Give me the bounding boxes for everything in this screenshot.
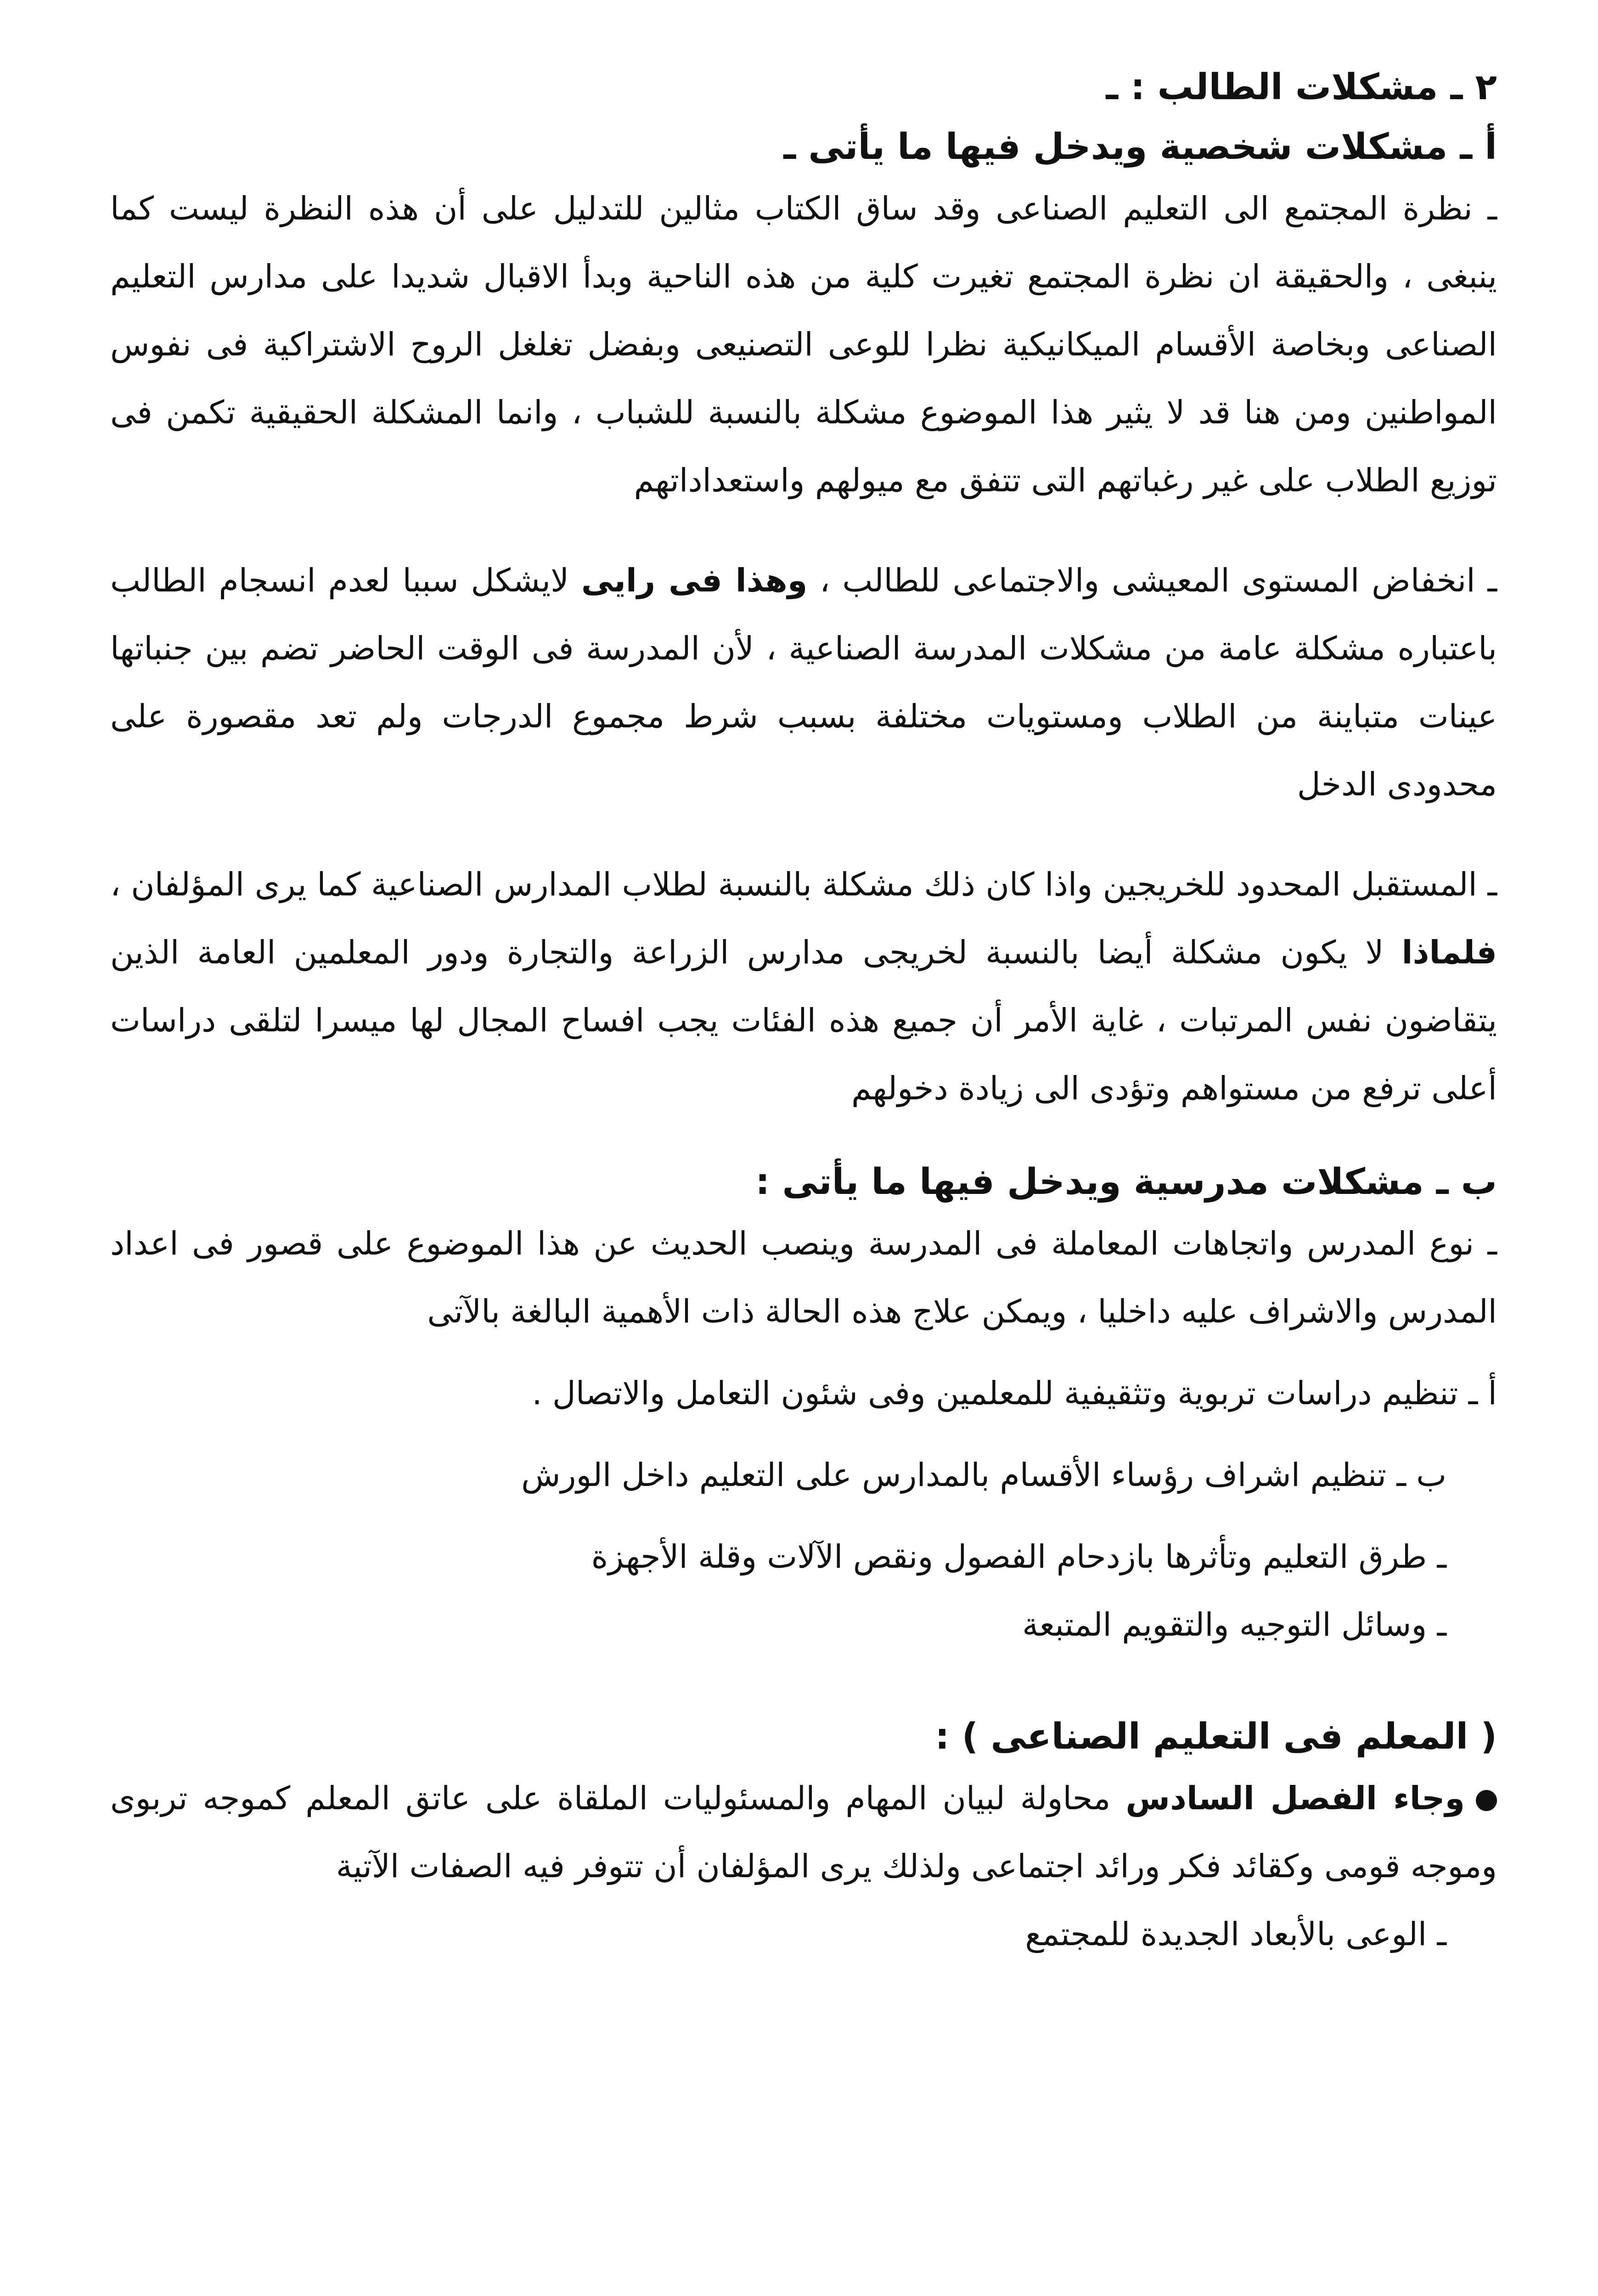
paragraph-text: لايشكل سببا لعدم انسجام الطالب باعتباره مشكلة عامة من مشكلات المدرسة الصناعية ، لأن المدرسة فى الوقت الحاضر تضم بين جنباتها عينات متباينة من الطلاب ومستويات مختلفة بسبب شرط مجموع الدرجات ولم تعد مقصورة على محدودى الدخل bbox=[110, 562, 1497, 803]
sub-item-a: أ ـ تنظيم دراسات تربوية وتثقيفية للمعلمين وفى شئون التعامل والاتصال . bbox=[532, 1374, 1497, 1412]
paragraph-chapter-six bbox=[110, 1764, 1497, 1900]
item-awareness: ـ الوعى بالأبعاد الجديدة للمجتمع bbox=[1025, 1915, 1446, 1953]
paragraph-living-standard bbox=[110, 546, 1497, 818]
paragraph-text: ـ انخفاض المستوى المعيشى والاجتماعى للطالب ، bbox=[807, 562, 1497, 599]
bullet-icon bbox=[1476, 1790, 1497, 1811]
item-teaching-methods: ـ طرق التعليم وتأثرها بازدحام الفصول ونقص الآلات وقلة الأجهزة bbox=[591, 1538, 1446, 1576]
paragraph-text: لا يكون مشكلة أيضا بالنسبة لخريجى مدارس الزراعة والتجارة ودور المعلمين العامة الذين يتقاضون نفس المرتبات ، غاية الأمر أن جميع هذه الفئات يجب افساح المجال لها ميسرا لتلقى دراسات أعلى ترفع من مستواهم وتؤدى الى زيادة دخولهم bbox=[110, 934, 1497, 1107]
paragraph-text: ـ المستقبل المحدود للخريجين واذا كان ذلك مشكلة بالنسبة لطلاب المدارس الصناعية كما يرى المؤلفان ، bbox=[110, 866, 1497, 903]
paragraph-society-view: ـ نظرة المجتمع الى التعليم الصناعى وقد ساق الكتاب مثالين للتدليل على أن هذه النظرة ليست كما ينبغى ، والحقيقة ان نظرة المجتمع تغيرت كلية من هذه الناحية وبدأ الاقبال شديدا على مدارس التعليم الصناعى وبخاصة الأقسام الميكانيكية نظرا للوعى التصنيعى وبفضل تغلغل الروح الاشتراكية فى نفوس المواطنين ومن هنا قد لا يثير هذا الموضوع مشكلة بالنسبة للشباب ، وانما المشكلة الحقيقية تكمن فى توزيع الطلاب على غير رغباتهم التى تتفق مع ميولهم واستعداداتهم bbox=[110, 190, 1497, 499]
emphasis-text: فلماذا bbox=[1401, 934, 1497, 971]
document-page bbox=[110, 60, 1497, 2296]
emphasis-text: وهذا فى رايى bbox=[581, 562, 808, 599]
paragraph-teacher-type: ـ نوع المدرس واتجاهات المعاملة فى المدرسة وينصب الحديث عن هذا الموضوع على قصور فى اعداد المدرس والاشراف عليه داخليا ، ويمكن علاج هذه الحالة ذات الأهمية البالغة بالآتى bbox=[110, 1225, 1497, 1330]
part-b-heading: ب ـ مشكلات مدرسية ويدخل فيها ما يأتى : bbox=[755, 1161, 1497, 1203]
section-heading: ٢ ـ مشكلات الطالب : ـ bbox=[1106, 67, 1497, 108]
sub-item-b: ب ـ تنظيم اشراف رؤساء الأقسام بالمدارس على التعليم داخل الورش bbox=[521, 1456, 1446, 1494]
part-a-heading: أ ـ مشكلات شخصية ويدخل فيها ما يأتى ـ bbox=[783, 126, 1497, 168]
item-guidance-methods: ـ وسائل التوجيه والتقويم المتبعة bbox=[1022, 1606, 1446, 1643]
paragraph-text: محاولة لبيان المهام والمسئوليات الملقاة على عاتق المعلم كموجه تربوى وموجه قومى وكقائد فكر ورائد اجتماعى ولذلك يرى المؤلفان أن تتوفر فيه الصفات الآتية bbox=[110, 1779, 1497, 1885]
emphasis-text: وجاء الفصل السادس bbox=[1125, 1779, 1465, 1817]
teacher-section-heading: ( المعلم فى التعليم الصناعى ) : bbox=[935, 1716, 1497, 1757]
paragraph-limited-future bbox=[110, 850, 1497, 1122]
